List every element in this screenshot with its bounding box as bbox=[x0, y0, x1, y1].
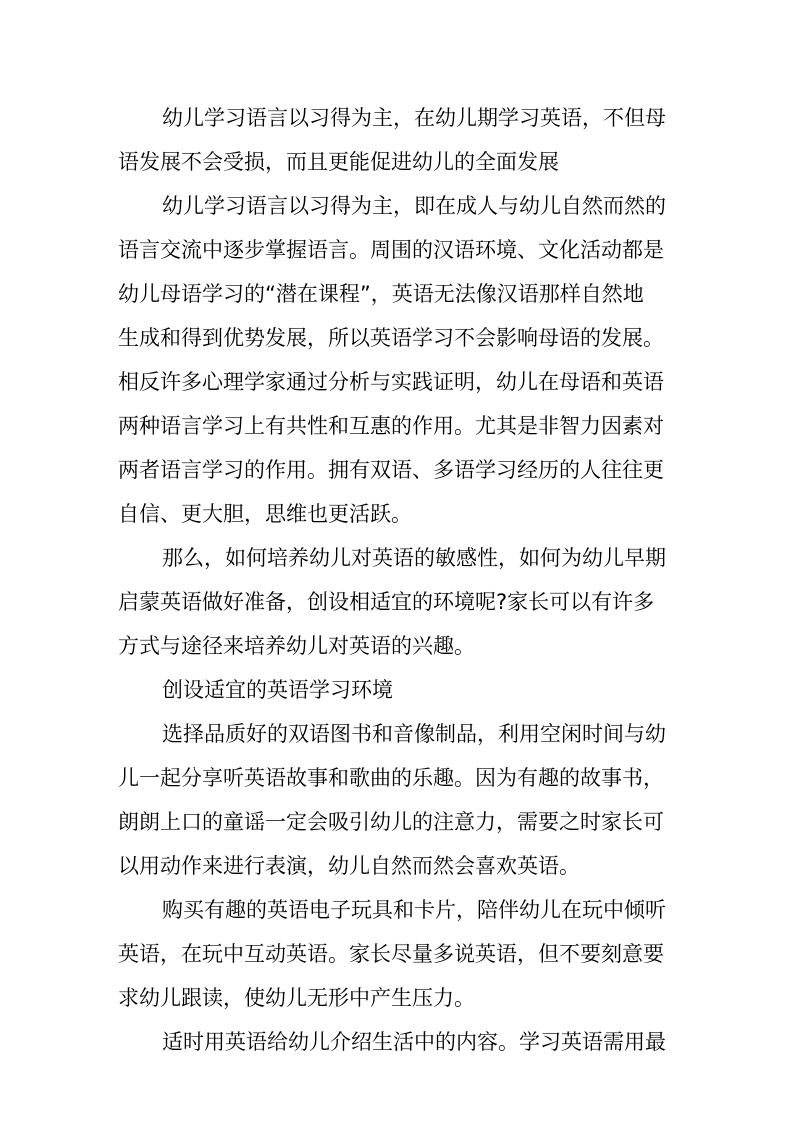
paragraph-2 bbox=[118, 184, 678, 536]
text-line: 以用动作来进行表演，幼儿自然而然会喜欢英语。 bbox=[118, 854, 580, 878]
text-line: 幼儿母语学习的“潜在课程”，英语无法像汉语那样自然地 bbox=[118, 282, 644, 306]
text-line: 幼儿学习语言以习得为主，在幼儿期学习英语，不但母 bbox=[162, 106, 666, 130]
paragraph-7 bbox=[118, 1020, 678, 1064]
text-line: 两者语言学习的作用。拥有双语、多语学习经历的人往往更 bbox=[118, 458, 664, 482]
text-line: 购买有趣的英语电子玩具和卡片，陪伴幼儿在玩中倾听 bbox=[162, 898, 666, 922]
text-line: 适时用英语给幼儿介绍生活中的内容。学习英语需用最 bbox=[162, 1030, 666, 1054]
text-line: 语言交流中逐步掌握语言。周围的汉语环境、文化活动都是 bbox=[118, 238, 664, 262]
text-line: 求幼儿跟读，使幼儿无形中产生压力。 bbox=[118, 986, 475, 1010]
text-line: 朗朗上口的童谣一定会吸引幼儿的注意力，需要之时家长可 bbox=[118, 810, 664, 834]
text-line: 两种语言学习上有共性和互惠的作用。尤其是非智力因素对 bbox=[118, 414, 664, 438]
text-line: 创设适宜的英语学习环境 bbox=[162, 678, 393, 702]
text-line: 自信、更大胆，思维也更活跃。 bbox=[118, 502, 412, 526]
text-line: 选择品质好的双语图书和音像制品，利用空闲时间与幼 bbox=[162, 722, 666, 746]
paragraph-1 bbox=[118, 96, 678, 184]
text-line: 生成和得到优势发展，所以英语学习不会影响母语的发展。 bbox=[118, 326, 664, 350]
text-line: 相反许多心理学家通过分析与实践证明，幼儿在母语和英语 bbox=[118, 370, 664, 394]
text-line: 英语，在玩中互动英语。家长尽量多说英语，但不要刻意要 bbox=[118, 942, 664, 966]
text-line: 语发展不会受损，而且更能促进幼儿的全面发展 bbox=[118, 150, 559, 174]
text-line: 那么，如何培养幼儿对英语的敏感性，如何为幼儿早期 bbox=[162, 546, 666, 570]
paragraph-5 bbox=[118, 712, 678, 888]
paragraph-6 bbox=[118, 888, 678, 1020]
text-line: 方式与途径来培养幼儿对英语的兴趣。 bbox=[118, 634, 475, 658]
text-line: 启蒙英语做好准备，创设相适宜的环境呢?家长可以有许多 bbox=[118, 590, 655, 614]
text-line: 儿一起分享听英语故事和歌曲的乐趣。因为有趣的故事书， bbox=[118, 766, 664, 790]
document-body bbox=[118, 96, 678, 1064]
section-heading bbox=[118, 668, 678, 712]
paragraph-3 bbox=[118, 536, 678, 668]
text-line: 幼儿学习语言以习得为主，即在成人与幼儿自然而然的 bbox=[162, 194, 666, 218]
